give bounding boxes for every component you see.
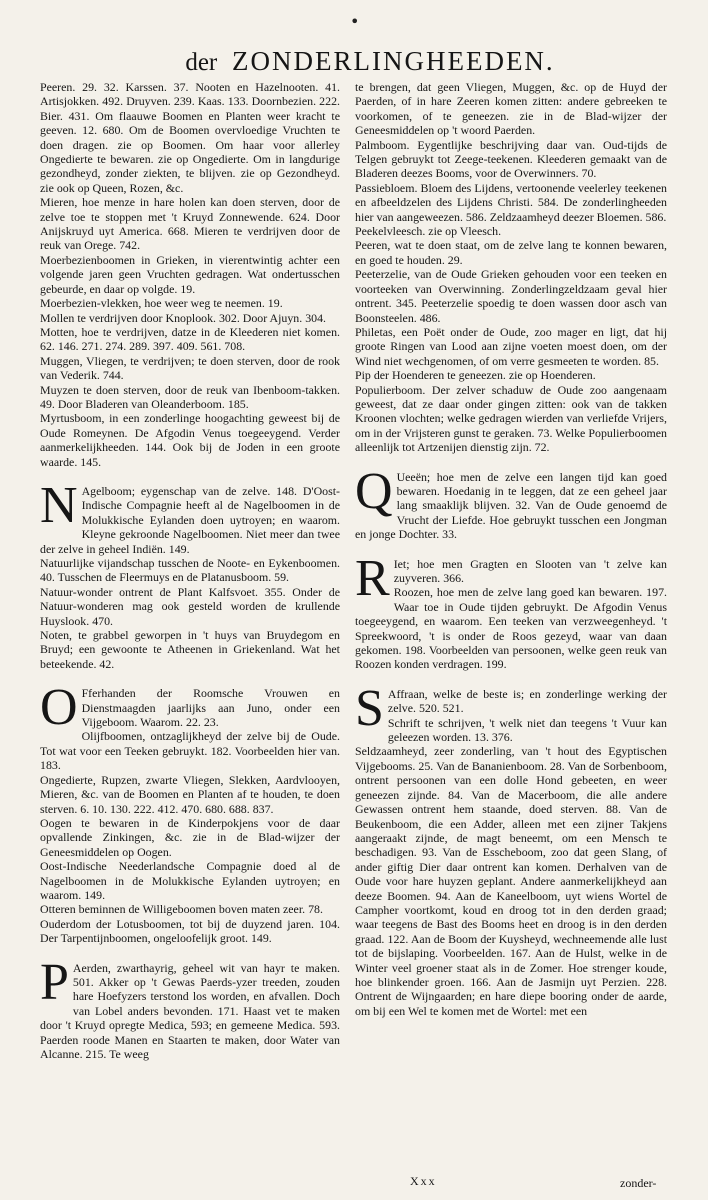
entry-text: Moerbezien-vlekken, hoe weer weg te neemen. 19. (40, 296, 283, 311)
index-entry (355, 80, 667, 138)
drop-capital: Q (355, 462, 393, 520)
entry-text: Peekelvleesch. zie op Vleesch. (355, 224, 502, 239)
index-entry (355, 462, 667, 542)
entry-text: Schrift te schrijven, 't welk niet dan teegens 't Vuur kan geleezen worden. 13. 376. (387, 715, 667, 745)
entry-text: Iet; hoe men Gragten en Slooten van 't zelve kan zuyveren. 366. (393, 556, 667, 585)
entry-text: Mieren, hoe menze in hare holen kan doen sterven, door de zelve toe te stoppen met 't Kruyd Zonnewende. 624. Door Anijskruyd uyt America. 668. Mieren te verdrijven door de reuk van Orege. 742. (40, 195, 340, 253)
index-entry (40, 729, 340, 772)
index-entry (355, 383, 667, 455)
entry-text: Roozen, hoe men de zelve lang goed kan bewaren. 197. Waar toe in Oude tijden gebruykt. De Afgodin Venus toegeeygend, en waarom. Een teeken van verzweegenheyd. 't Spreekwoord, 't is onder de Roos gezeyd, waar van daan gekomen. 198. Voorbeelden van persoonen, welke geen reuk van Roozen konden verdragen. 199. (355, 585, 667, 672)
index-entry (355, 549, 667, 607)
index-entry (355, 716, 667, 745)
entry-text: Muyzen te doen sterven, door de reuk van Ibenboom-takken. 49. Door Bladeren van Oleanderboom. 185. (40, 382, 340, 411)
index-entry (40, 953, 340, 1062)
index-entry (40, 917, 340, 946)
entry-text: Ongedierte, Rupzen, zwarte Vliegen, Slekken, Aardvlooyen, Mieren, &c. van de Boomen en Planten af te houden, te doen sterven. 6. 10. 130. 222. 412. 470. 680. 688. 837. (40, 772, 340, 816)
index-entry (40, 325, 340, 354)
header-title: ZONDERLINGHEEDEN. (231, 46, 555, 76)
index-entry (40, 859, 340, 902)
entry-text: Mollen te verdrijven door Knoplook. 302. Door Ajuyn. 304. (40, 310, 327, 325)
entry-text: Populierboom. Der zelver schaduw de Oude zoo aangenaam geweest, dat ze daar onder gingen zitten: ook van de takken Kroonen vlochten; welke gedragen wierden van verliefde Vrijers, om in der Vrijsteren gunst te geraken. 73. Welke Populierboomen alleenlijk tot Artzenijen dienstig zijn. 72. (355, 382, 667, 455)
entry-text: Seldzaamheyd, zeer zonderling, van 't hout des Egyptischen Vijgebooms. 25. Van de Bananienboom. 28. Van de Sorbenboom, ontrent persoonen van een dolle Hond gebeeten, en weer geneezen zijnde. 84. Van de Macerboom, die alle andere Gewassen ontrent hem staande, doed sterven. 88. Van de Beukenboom, die een Adder, alleen met een zijner Takjens aangeraakt zijnde, de magt beneemt, om een Mensch te beschadigen. 93. Van de Esscheboom, zoo dat geen Slang, of ander giftig Dier daar ontrent kan komen. Derhalven van de Oude voor hare huyzen geplant. Andere aanmerkelijkheyd aan deeze Boomen. 94. Aan de Kaneelboom, uyt wiens Wortel de Campher voortkomt, koud en droog tot in den derden graad; waar teegens de Bast des Booms heet en droog is in den derden graad. 122. Aan de Boom der Kuysheyd, wechneemende alle lust tot de bijslaping. Voorbeelden. 167. Aan de Hulst, welke in de Winter veel groener staat als in de Zomer. Hoe strenger koude, hoe blinkender groen. 166. Aan de Jasmijn uyt Perzien. 228. Ontrent de Wijngaarden; en hare diepe booring onder de aarde, om bij een Wel te komen met de Wortel: met een (355, 744, 667, 1018)
entry-text: Otteren beminnen de Willigeboomen boven maten zeer. 78. (40, 902, 323, 917)
signature-mark: Xxx (410, 1174, 437, 1188)
index-entry (355, 181, 667, 224)
drop-capital: P (40, 953, 69, 1011)
index-entry (40, 556, 340, 585)
drop-capital: N (40, 476, 78, 534)
index-entry (40, 773, 340, 816)
entry-text: te brengen, dat geen Vliegen, Muggen, &c. op de Huyd der Paerden, of in hare Zeeren komen zitten: andere gebreeken te voorkomen, of te geneezen. zie in de Blad-wijzer der Geneesmiddelen op 't woord Paerden. (355, 80, 667, 138)
index-entry (40, 902, 340, 916)
index-entry (355, 368, 667, 382)
entry-text: Peeterzelie, van de Oude Grieken gehouden voor een teeken en voorteeken van Overwinning. Zonderlingzeldzaam geval hier ontrent. 345. Peeterzelie spoedig te doen wassen door asch van Boonsteelen. 486. (355, 267, 667, 325)
right-column (355, 80, 667, 1018)
entry-text: Peeren, wat te doen staat, om de zelve lang te konnen bewaren, en goed te houden. 29. (355, 238, 667, 267)
entry-text: Olijfboomen, ontzaglijkheyd der zelve bij de Oude. Tot wat voor een Teeken gebruykt. 182. Voorbeelden hier van. 183. (40, 729, 340, 773)
entry-text: Natuur-wonder ontrent de Plant Kalfsvoet. 355. Onder de Natuur-wonderen mag ook gesteld worden de krullende Huyslook. 470. (40, 584, 340, 628)
left-column (40, 80, 340, 1061)
drop-capital: R (355, 549, 390, 607)
index-entry (40, 585, 340, 628)
index-entry (40, 296, 340, 310)
entry-text: Passiebloem. Bloem des Lijdens, vertoonende veelerley teekenen en afbeeldzelen des Lijdens Christi. 584. De zonderlingheeden hier van aangeweezen. 586. Zeldzaamheyd deezer Bloemen. 586. (355, 180, 667, 224)
index-entry (40, 311, 340, 325)
index-entry (40, 816, 340, 859)
entry-text: Motten, hoe te verdrijven, datze in de Kleederen niet komen. 62. 146. 271. 274. 289. 397. 409. 561. 708. (40, 324, 340, 354)
entry-text: Oogen te bewaren in de Kinderpokjens voor de daar opvallende Zinkingen, &c. zie in de Blad-wijzer der Geneesmiddelen op Oogen. (40, 815, 340, 859)
index-entry (40, 411, 340, 469)
index-entry (355, 325, 667, 368)
index-entry (355, 267, 667, 325)
entry-text: Palmboom. Eygentlijke beschrijving daar van. Oud-tijds de Telgen gebruykt tot Zeege-teekenen. Kleederen gemaakt van de Bladeren deezes Booms, voor de Overwinners. 70. (355, 137, 667, 181)
entry-text: Philetas, een Poët onder de Oude, zoo mager en ligt, dat hij groote Ringen van Lood aan zijne voeten moest doen, om der Wind niet wechgenomen, of om verre gesmeeten te worden. 85. (355, 324, 667, 368)
index-entry (355, 224, 667, 238)
entry-text: Ouderdom der Lotusboomen, tot bij de duyzend jaren. 104. Der Tarpentijnboomen, ongeloofelijk groot. 149. (40, 916, 340, 946)
index-entry (355, 238, 667, 267)
drop-capital: S (355, 679, 384, 737)
entry-text: Aerden, zwarthayrig, geheel wit van hayr te maken. 501. Akker op 't Gewas Paerds-yzer treeden, zouden hare Hoefyzers terstond los worden, en afvallen. Doch van Lobel anders bevonden. 171. Haast vet te maken door 't Kruyd opregte Medica, 593; en gemeene Medica. 593. Paerden roode Manen en Staarten te maken, door Water van Alcanne. 215. Te weeg (40, 960, 340, 1061)
index-entry (355, 138, 667, 181)
catchword: zonder- (620, 1176, 657, 1190)
drop-capital: O (40, 679, 78, 737)
entry-text: Muggen, Vliegen, te verdrijven; te doen sterven, door de rook van Vederik. 744. (40, 353, 340, 383)
index-entry (355, 744, 667, 1018)
entry-text: Fferhanden der Roomsche Vrouwen en Dienstmaagden jaarlijks aan Juno, onder een Vijgeboom. Waarom. 22. 23. (81, 686, 340, 730)
entry-text: Myrtusboom, in een zonderlinge hoogachting geweest bij de Oude Romeynen. De Afgodin Venus toegeeygend. Verder aanmerkelijkheeden. 144. Ook bij de Joden in een groote waarde. 145. (40, 411, 340, 469)
entry-text: Oost-Indische Neederlandsche Compagnie doed al de Nagelboomen in de Molukkische Eylanden uytroyen; en waarom. 149. (40, 859, 340, 902)
entry-text: Agelboom; eygenschap van de zelve. 148. D'Oost-Indische Compagnie heeft al de Nagelboomen in de Molukkische Eylanden doen uytroyen; en waarom. Kleyne gekroonde Nagelboomen. Niet meer dan twee der zelve in geheel Indiën. 149. (40, 483, 340, 556)
index-entry (40, 628, 340, 671)
entry-text: Moerbezienboomen in Grieken, in vierentwintig achter een volgende jaren geen Vruchten gedragen. Wat ondertusschen gebeurde, en daar op volgde. 19. (40, 252, 340, 296)
index-entry (355, 585, 667, 671)
index-entry (40, 80, 340, 195)
entry-text: Affraan, welke de beste is; en zonderlinge werking der zelve. 520. 521. (387, 686, 667, 716)
entry-text: Peeren. 29. 32. Karssen. 37. Nooten en Hazelnooten. 41. Artisjokken. 492. Druyven. 239. Kaas. 133. Doornbezien. 222. Bier. 431. Om flaauwe Boomen en Planten weer kracht te geeven. 12. 680. Om de Boomen overvloedige Vruchten te doen dragen. zie op Boomen. Om haar voor allerley Ongedierte te bewaren. zie op Ongedierte. Om in langdurige gezondheyd, zonder ziekten, te blijven. zie op Gezondheyd. zie ook op Queen, Rozen, &c. (40, 80, 340, 195)
index-entry (40, 679, 340, 737)
entry-text: Natuurlijke vijandschap tusschen de Noote- en Eykenboomen. 40. Tusschen de Fleermuys en de Platanusboom. 59. (40, 556, 340, 585)
top-mark: • (350, 12, 360, 31)
index-entry (40, 253, 340, 296)
running-header (160, 46, 580, 78)
index-entry (40, 383, 340, 412)
entry-text: Ueeën; hoe men de zelve een langen tijd kan goed bewaren. Hoedanig in te leggen, dat ze een geheel jaar lang smaaklijk blijven. 32. Van de Oude genoemd de Vrucht der Liefde. Hoe gebruykt tusschen een Jongman en jonge Dochter. 33. (355, 469, 667, 542)
entry-text: Noten, te grabbel geworpen in 't huys van Bruydegom en Bruyd; een gewoonte te Atheenen in Griekenland. Wat het beteekende. 42. (40, 628, 340, 671)
header-prefix: der (185, 49, 218, 76)
entry-text: Pip der Hoenderen te geneezen. zie op Hoenderen. (355, 368, 596, 383)
index-entry (40, 354, 340, 383)
index-entry (40, 195, 340, 253)
index-entry (40, 476, 340, 556)
